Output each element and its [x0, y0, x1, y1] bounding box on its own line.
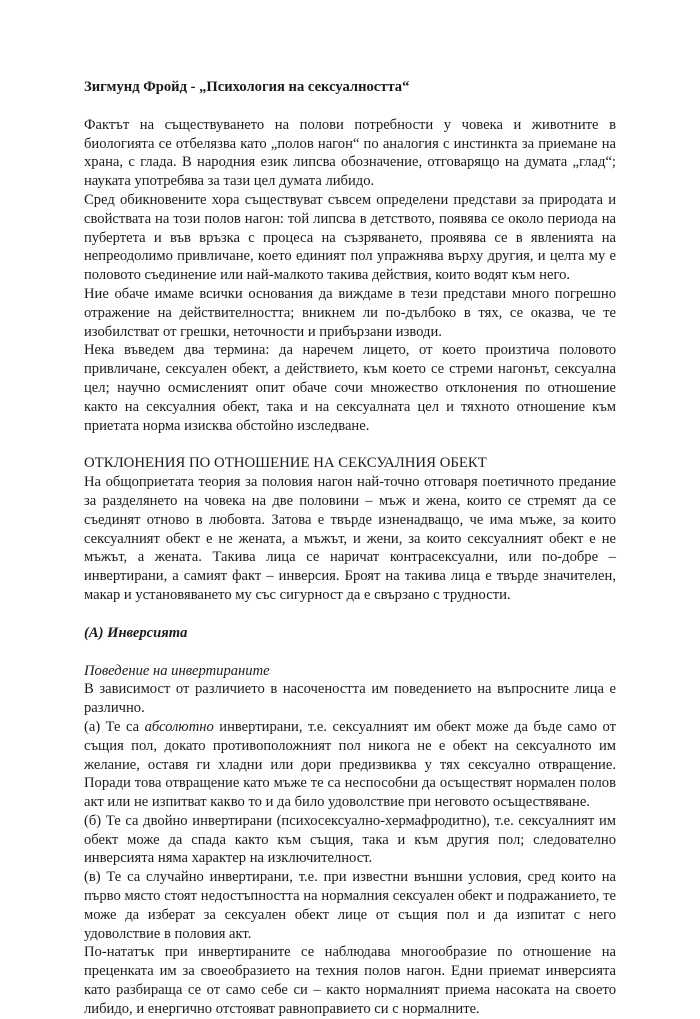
intro-paragraph-2: Сред обикновените хора съществуват съвсем определени представи за природата и свойствата на този полов нагон: той липсва в детството, появява се около периода на пубертета и във връзка с процеса на съзряването, проявява се в явленията на непреодолимо привличане, което единият пол упражнява върху другия, и целта му е половото съединение или най-малкото такива действия, които водят към него.: [84, 191, 616, 284]
section-heading: ОТКЛОНЕНИЯ ПО ОТНОШЕНИЕ НА СЕКСУАЛНИЯ ОБЕКТ: [84, 455, 487, 472]
document-title: Зигмунд Фройд - „Психология на сексуалността“: [84, 79, 410, 95]
list-item-c: (в) Те са случайно инвертирани, т.е. при известни външни условия, сред които на първо място стоят недостъпността на нормалния сексуален обект и подражанието, те може да изберат за сексуален обект лице от същия пол и да изпитат с него удоволствие в половия акт.: [84, 869, 616, 942]
subsection-heading: (A) Инверсията: [84, 624, 188, 641]
item-a-emphasis: абсолютно: [144, 718, 214, 735]
list-item-a: [84, 718, 616, 812]
subsubsection-heading: Поведение на инвертираните: [84, 662, 270, 679]
list-item-b: (б) Те са двойно инвертирани (психосексуално-хермафродитно), т.е. сексуалният им обект може да спада както към същия, така и към другия пол; следователно инверсията няма характер на изключителност.: [84, 812, 616, 867]
intro-paragraph-4: Нека въведем два термина: да наречем лицето, от което произтича половото привличане, сексуален обект, а действието, към което се стреми нагонът, сексуална цел; научно осмисленият опит обаче сочи множество отклонения по отношение както на сексуалния обект, така и на сексуалната цел и тяхното отношение към приетата норма изисква обстойно изследване.: [84, 342, 616, 434]
section-paragraph: На общоприетата теория за половия нагон най-точно отговаря поетичното предание за разделянето на човека на две половини – мъж и жена, които се стремят да се съединят отново в любовта. Затова е твърде изненадващо, че има мъже, за които сексуалният обект е не жената, а мъжът, и жени, за които сексуалният обект е не мъжът, а жената. Такива лица се наричат контрасексуални, или по-добре – инвертирани, а самият факт – инверсия. Броят на такива лица е твърде значителен, макар и установяването му със сигурност да е свързано с трудности.: [84, 474, 616, 603]
spacer: [84, 435, 616, 454]
spacer: [84, 643, 616, 662]
intro-paragraph-1: Фактът на съществуването на полови потребности у човека и животните в биологията се отбелязва като „полов нагон“ по аналогия с инстинкта за приемане на храна, с глада. В народния език липсва обозначение, отговарящо на думата „глад“; науката употребява за тази цел думата либидо.: [84, 116, 616, 190]
closing-paragraph: По-нататък при инвертираните се наблюдава многообразие по отношение на преценката им за своеобразието на техния полов нагон. Едни приемат инверсията като разбираща се от само себе си – както нормалният приема насоката на своето либидо, и енергично отстояват равноправието си с нормалните.: [84, 944, 616, 1017]
spacer: [84, 605, 616, 624]
intro-paragraph-3: Ние обаче имаме всички основания да виждаме в тези представи много погрешно отражение на действителността; вникнем ли по-дълбоко в тях, се оказва, че те изобилстват от грешки, неточности и прибързани изводи.: [84, 285, 616, 340]
item-a-rest: инвертирани, т.е. сексуалният им обект може да бъде само от същия пол, докато противоположният пол никога не е обект на сексуалното им желание, оставя ги хладни или дори предизвиква у тях сексуално отвращение. Поради това отвращение като мъже те са неспособни да осъществят нормален полов акт или не изпитват какво то и да било удоволствие при неговото осъществяване.: [84, 718, 616, 811]
item-a-prefix: (а) Те са: [84, 718, 145, 735]
document-body: [84, 78, 616, 1019]
behavior-intro-paragraph: В зависимост от различието в насочеността им поведението на въпросните лица е различно.: [84, 681, 616, 717]
spacer: [84, 97, 616, 116]
